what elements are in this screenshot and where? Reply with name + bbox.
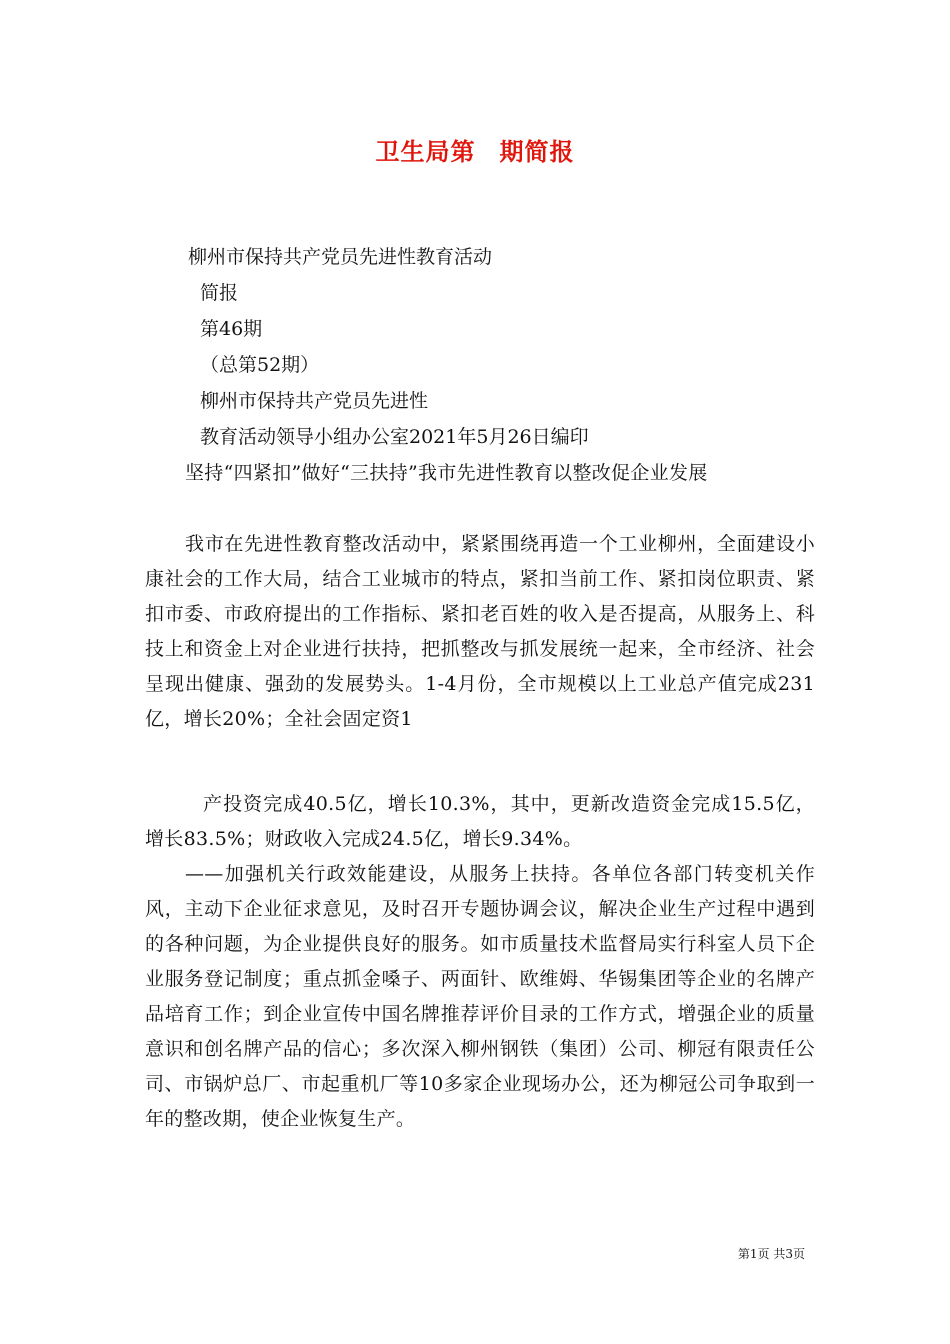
- page-title: [0, 132, 950, 167]
- header-line-issue: 第46期: [200, 318, 263, 340]
- header-line-total-issue: （总第52期）: [200, 354, 320, 376]
- headline-paragraph: 坚持“四紧扣”做好“三扶持”我市先进性教育以整改促企业发展: [185, 462, 708, 484]
- header-line-bulletin: 简报: [200, 282, 239, 304]
- page-footer: 第1页 共3页: [737, 1247, 805, 1261]
- header-line-office-2: 教育活动领导小组办公室2021年5月26日编印: [200, 426, 589, 448]
- body-paragraph-2: 产投资完成40.5亿，增长10.3%，其中，更新改造资金完成15.5亿，增长83.5%；财政收入完成24.5亿，增长9.34%。: [145, 793, 815, 850]
- title-part-2: 期简报: [499, 137, 575, 166]
- header-line-office-1: 柳州市保持共产党员先进性: [200, 390, 429, 412]
- body-paragraph-1: 我市在先进性教育整改活动中，紧紧围绕再造一个工业柳州，全面建设小康社会的工作大局，结合工业城市的特点，紧扣当前工作、紧扣岗位职责、紧扣市委、市政府提出的工作指标、紧扣老百姓的收入是否提高，从服务上、科技上和资金上对企业进行扶持，把抓整改与抓发展统一起来，全市经济、社会呈现出健康、强劲的发展势头。1-4月份，全市规模以上工业总产值完成231亿，增长20%；全社会固定资1: [145, 533, 815, 730]
- header-line-org: 柳州市保持共产党员先进性教育活动: [188, 246, 493, 268]
- body-paragraph-3: ——加强机关行政效能建设，从服务上扶持。各单位各部门转变机关作风，主动下企业征求意见，及时召开专题协调会议，解决企业生产过程中遇到的各种问题，为企业提供良好的服务。如市质量技术监督局实行科室人员下企业服务登记制度；重点抓金嗓子、两面针、欧维姆、华锡集团等企业的名牌产品培育工作；到企业宣传中国名牌推荐评价目录的工作方式，增强企业的质量意识和创名牌产品的信心；多次深入柳州钢铁（集团）公司、柳冠有限责任公司、市锅炉总厂、市起重机厂等10多家企业现场办公，还为柳冠公司争取到一年的整改期，使企业恢复生产。: [145, 863, 815, 1130]
- title-part-1: 卫生局第: [375, 137, 476, 166]
